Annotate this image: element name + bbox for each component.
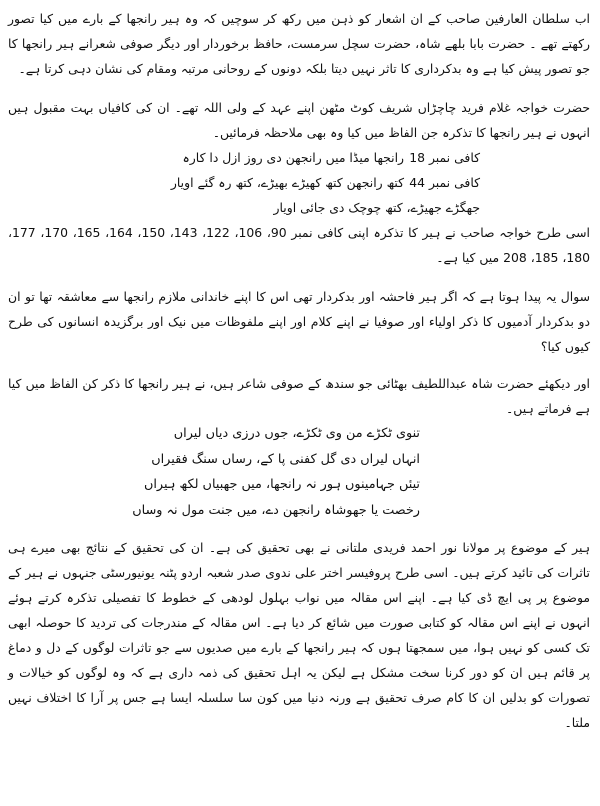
kafi-list: [8, 145, 590, 220]
paragraph-research: ہیر کے موضوع پر مولانا نور احمد فریدی ملتانی نے بھی تحقیق کی ہے۔ ان کی تحقیق کے نتائج بھی میرے ہی تاثرات کی تائید کرتے ہیں۔ اسی طرح پروفیسر اختر علی ندوی صدر شعبہ اردو پٹنہ یونیورسٹی جنہوں نے ہیر کے موضوع پر پی ایچ ڈی کیا ہے۔ اپنے اس مقالہ میں نواب بہلول لودھی کے خطوط کا تفصیلی تذکرہ کرتے ہوئے انہوں نے اپنے اس مقالہ کو کتابی صورت میں شائع کر دیا ہے۔ اس مقالہ کے مندرجات کی تردید کا حوصلہ ابھی تک کسی کو نہیں ہوا، میں سمجھتا ہوں کہ ہیر رانجھا کے بارے میں صدیوں سے جو تاثرات لوگوں کے دل و دماغ پر قائم ہیں ان کو دور کرنا سخت مشکل ہے لیکن یہ اہل تحقیق کی ذمہ داری ہے کہ وہ لوگوں کو خیالات و تصورات کو بدلیں ان کا کام صرف تحقیق ہے ورنہ دنیا میں کون سا سلسلہ ایسا ہے جس پر آرا کا اختلاف نہیں ملتا۔: [8, 540, 590, 730]
verse-2: انہاں لیراں دی گل کفنی پا کے، رساں سنگ فقیراں: [151, 451, 420, 467]
paragraph-kafi-numbers: اسی طرح خواجہ صاحب نے ہیر کا تذکرہ اپنی کافی نمبر 90، 106، 122، 143، 150، 164، 165، 170، 177، 180، 185، 208 میں کیا ہے۔: [8, 225, 590, 265]
kafi-44-line-1: کتھ رانجھن کتھ کھیڑے بھیڑے، کتھ رہ گئے اویار: [170, 175, 405, 190]
kafi-18: [8, 145, 590, 170]
paragraph-intro: اب سلطان العارفین صاحب کے ان اشعار کو ذہن میں رکھ کر سوچیں کہ وہ ہیر رانجھا کے بارے میں کیا تصور رکھتے تھے ۔ حضرت بابا بلھے شاہ، حضرت سچل سرمست، حافظ برخوردار اور دیگر صوفی شعرانے ہیر رانجھا کا جو تصور پیش کیا ہے وہ بدکرداری کا تاثر نہیں دیتا بلکہ دونوں کے روحانی مرتبہ ومقام کی نشان دہی کرتا ہے۔: [8, 11, 590, 76]
paragraph-question: سوال یہ پیدا ہوتا ہے کہ اگر ہیر فاحشہ اور بدکردار تھی اس کا اپنے خاندانی ملازم رانجھا سے معاشقہ تھا تو ان دو بدکردار آدمیوں کا ذکر اولیاء اور صوفیا نے اپنے کلام اور اپنے ملفوظات میں نیک اور برگزیدہ انسانوں کی طرح کیوں کیا؟: [8, 289, 590, 354]
kafi-44: [8, 170, 590, 195]
verse-1: تنوی ٹکڑے من وی ٹکڑے، جوں درزی دیاں لیراں: [173, 426, 420, 441]
verses: [8, 421, 590, 523]
paragraph-shah-latif: اور دیکھئے حضرت شاہ عبداللطیف بھٹائی جو سندھ کے صوفی شاعر ہیں، نے ہیر رانجھا کا ذکر کن الفاظ میں کیا ہے فرماتے ہیں۔: [8, 376, 590, 416]
kafi-44-label: کافی نمبر 44: [409, 175, 480, 190]
kafi-18-line: رانجھا میڈا میں رانجھن دی روز ازل دا کارہ: [182, 150, 405, 165]
verse-3: تیئں جہامینوں ہور نہ رانجھا، میں جھبیاں لکھ ہیراں: [143, 477, 420, 492]
kafi-18-label: کافی نمبر 18: [409, 150, 480, 165]
verse-4: رخصت یا جھوشاہ رانجھن دے، میں جنت مول نہ وساں: [132, 502, 420, 518]
paragraph-khwaja-ghulam-farid: حضرت خواجہ غلام فرید چاچڑاں شریف کوٹ مٹھن اپنے عہد کے ولی اللہ تھے۔ ان کی کافیاں بہت مقبول ہیں انہوں نے ہیر رانجھا کا تذکرہ جن الفاظ میں کیا وہ بھی ملاحظہ فرمائیں۔: [8, 100, 590, 140]
kafi-44-line-2: جھگڑے جھیڑے، کتھ چوچک دی جائی اویار: [273, 200, 480, 215]
